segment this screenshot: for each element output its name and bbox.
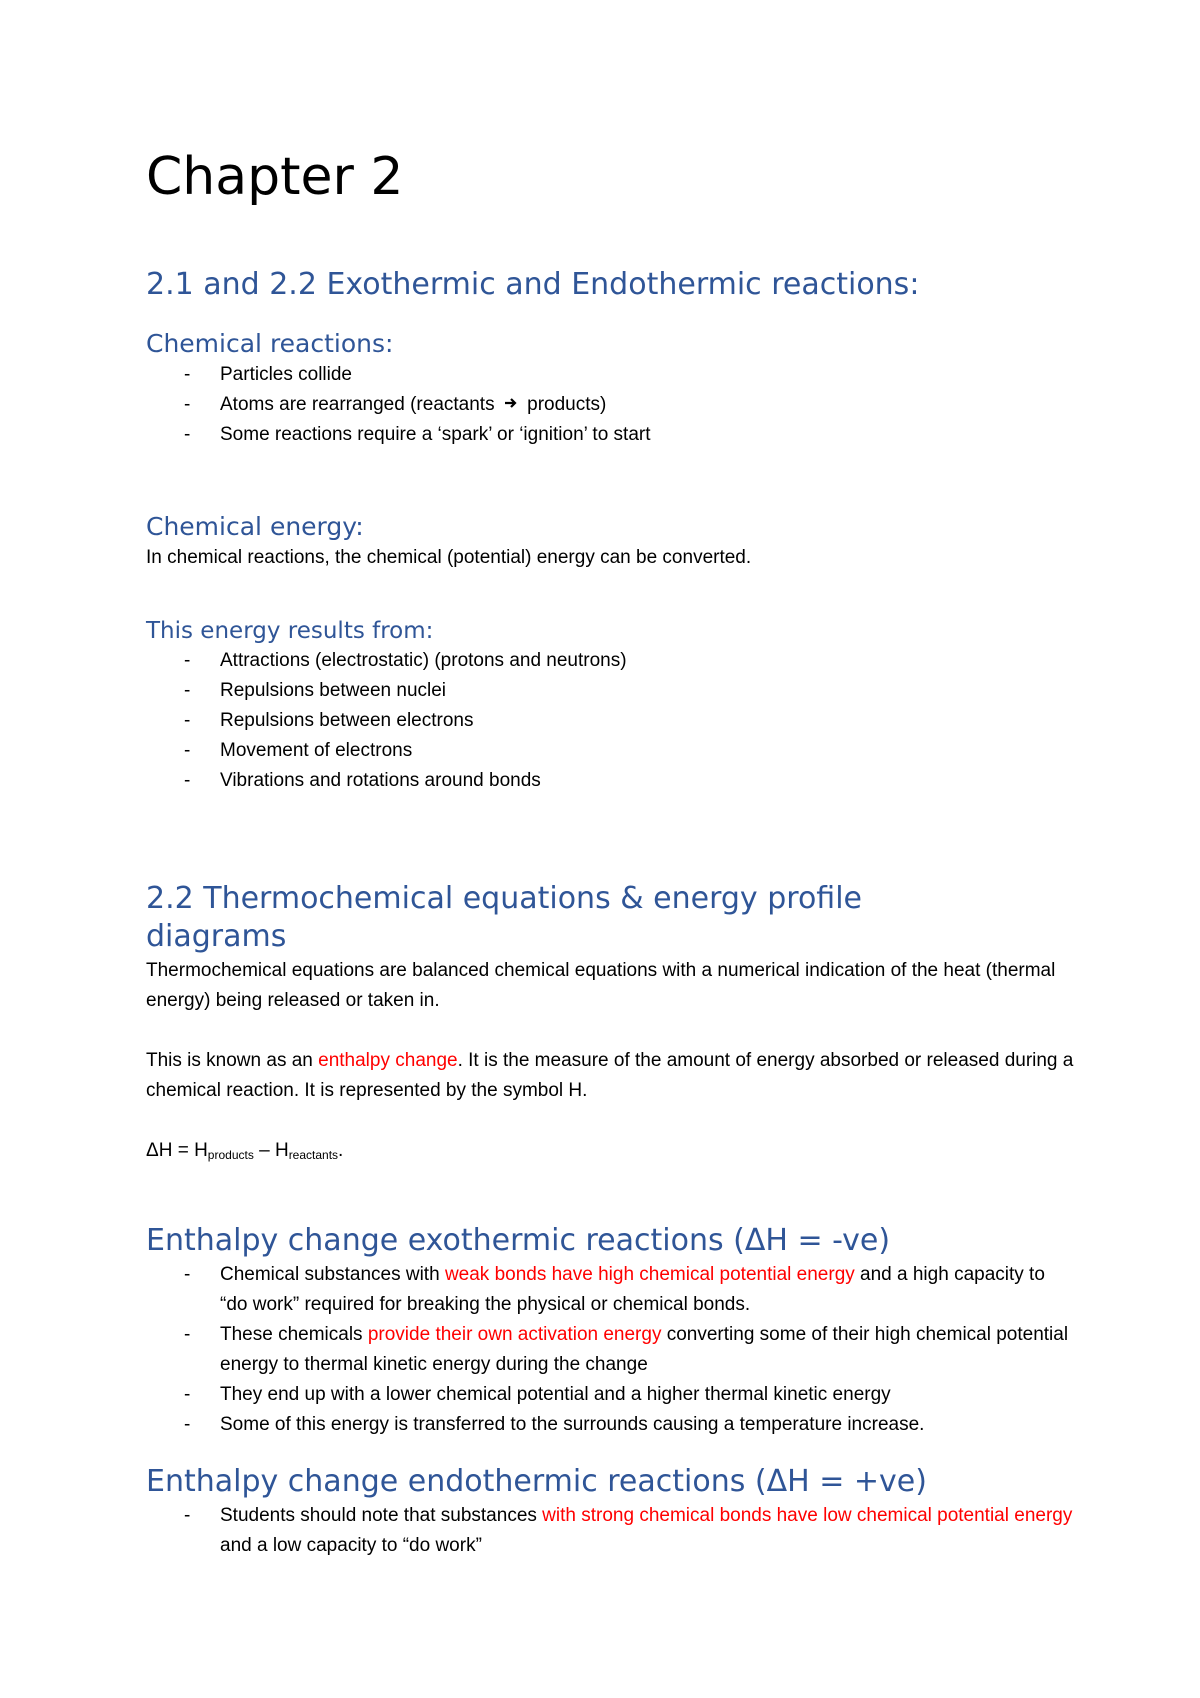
chemical-reactions-section bbox=[146, 328, 1076, 450]
list-item-text: Particles collide bbox=[220, 364, 352, 385]
list-dash: - bbox=[184, 710, 191, 731]
list-item-text: Repulsions between nuclei bbox=[220, 680, 447, 701]
endothermic-list bbox=[146, 1501, 1076, 1561]
list-item-text: Attractions (electrostatic) (protons and neutrons) bbox=[220, 650, 627, 671]
list-item bbox=[146, 1260, 1076, 1320]
enthalpy-text-after: . It is the measure of the amount of energy absorbed or released during a chemical reaction. It is represented by the symbol H. bbox=[146, 1050, 1074, 1101]
formula-lhs: ΔH = H bbox=[146, 1140, 208, 1161]
list-dash: - bbox=[184, 770, 191, 791]
list-item bbox=[146, 1380, 1076, 1410]
enthalpy-paragraph bbox=[146, 1046, 1076, 1106]
section-2-heading-line1: 2.2 Thermochemical equations & energy profile bbox=[146, 881, 862, 916]
energy-results-section bbox=[146, 616, 1076, 796]
list-item bbox=[146, 646, 1076, 676]
list-dash: - bbox=[184, 740, 191, 761]
list-dash: - bbox=[184, 394, 191, 415]
list-item bbox=[146, 706, 1076, 736]
chemical-reactions-list bbox=[146, 360, 1076, 450]
list-item-highlight: provide their own activation energy bbox=[367, 1324, 662, 1345]
formula-sub-reactants: reactants bbox=[288, 1148, 339, 1162]
enthalpy-formula bbox=[146, 1136, 1076, 1170]
endothermic-heading: Enthalpy change endothermic reactions (ΔH = +ve) bbox=[146, 1464, 927, 1499]
list-item-text: converting some of their high chemical potential energy to thermal kinetic energy during the change bbox=[220, 1324, 1069, 1375]
list-item bbox=[146, 676, 1076, 706]
thermochemical-paragraph: Thermochemical equations are balanced chemical equations with a numerical indication of the heat (thermal energy) being released or taken in. bbox=[146, 960, 1056, 1011]
section-2-heading-line2: diagrams bbox=[146, 919, 287, 954]
list-item-text: Some of this energy is transferred to the surrounds causing a temperature increase. bbox=[220, 1414, 925, 1435]
chemical-reactions-heading: Chemical reactions: bbox=[146, 329, 394, 358]
list-item bbox=[146, 420, 1076, 450]
chemical-energy-section bbox=[146, 511, 1076, 573]
section-2-heading bbox=[146, 880, 1076, 956]
list-item bbox=[146, 360, 1076, 390]
section-1 bbox=[146, 266, 1076, 304]
section-1-heading: 2.1 and 2.2 Exothermic and Endothermic reactions: bbox=[146, 267, 920, 302]
list-item-text: Repulsions between electrons bbox=[220, 710, 474, 731]
energy-results-heading: This energy results from: bbox=[146, 618, 434, 644]
enthalpy-highlight: enthalpy change bbox=[318, 1050, 458, 1071]
list-dash: - bbox=[184, 1505, 191, 1526]
chemical-energy-text: In chemical reactions, the chemical (potential) energy can be converted. bbox=[146, 547, 752, 568]
list-item-text: Some reactions require a ‘spark’ or ‘ignition’ to start bbox=[220, 424, 651, 446]
arrow-right-icon bbox=[504, 390, 518, 420]
list-item-highlight: with strong chemical bonds have low chemical potential energy bbox=[542, 1505, 1073, 1526]
list-dash: - bbox=[184, 650, 191, 671]
formula-mid: – H bbox=[253, 1140, 289, 1161]
list-dash: - bbox=[184, 1324, 191, 1345]
exothermic-section bbox=[146, 1222, 1076, 1440]
chemical-energy-heading: Chemical energy: bbox=[146, 512, 364, 541]
list-dash: - bbox=[184, 680, 191, 701]
list-item bbox=[146, 736, 1076, 766]
list-item bbox=[146, 1320, 1076, 1380]
energy-results-list bbox=[146, 646, 1076, 796]
formula-sub-products: products bbox=[207, 1148, 254, 1162]
list-dash: - bbox=[184, 424, 191, 446]
enthalpy-text-before: This is known as an bbox=[146, 1050, 319, 1071]
list-item bbox=[146, 1501, 1076, 1561]
list-item-text: Students should note that substances bbox=[220, 1505, 543, 1526]
list-item bbox=[146, 390, 1076, 420]
list-item-text: Chemical substances with bbox=[220, 1264, 445, 1285]
list-item-text: Vibrations and rotations around bonds bbox=[220, 770, 541, 791]
list-dash: - bbox=[184, 1384, 191, 1405]
list-dash: - bbox=[184, 364, 191, 385]
list-item-text: products) bbox=[527, 394, 607, 416]
formula-end: . bbox=[338, 1140, 344, 1161]
list-item bbox=[146, 1410, 1076, 1440]
exothermic-heading: Enthalpy change exothermic reactions (ΔH = -ve) bbox=[146, 1223, 891, 1258]
list-item-text: These chemicals bbox=[220, 1324, 368, 1345]
endothermic-section bbox=[146, 1463, 1076, 1561]
list-item-text: and a low capacity to “do work” bbox=[220, 1535, 482, 1556]
list-item-text: Atoms are rearranged (reactants bbox=[220, 394, 495, 416]
list-dash: - bbox=[184, 1264, 191, 1285]
exothermic-list bbox=[146, 1260, 1076, 1440]
list-item-text: They end up with a lower chemical potential and a higher thermal kinetic energy bbox=[220, 1384, 891, 1405]
chapter-title: Chapter 2 bbox=[146, 147, 404, 207]
list-item-text: Movement of electrons bbox=[220, 740, 413, 761]
section-2 bbox=[146, 880, 1076, 1170]
list-dash: - bbox=[184, 1414, 191, 1435]
list-item bbox=[146, 766, 1076, 796]
list-item-highlight: weak bonds have high chemical potential energy bbox=[444, 1264, 855, 1285]
list-item-text: and a high capacity to “do work” required for breaking the physical or chemical bonds. bbox=[220, 1264, 1045, 1315]
